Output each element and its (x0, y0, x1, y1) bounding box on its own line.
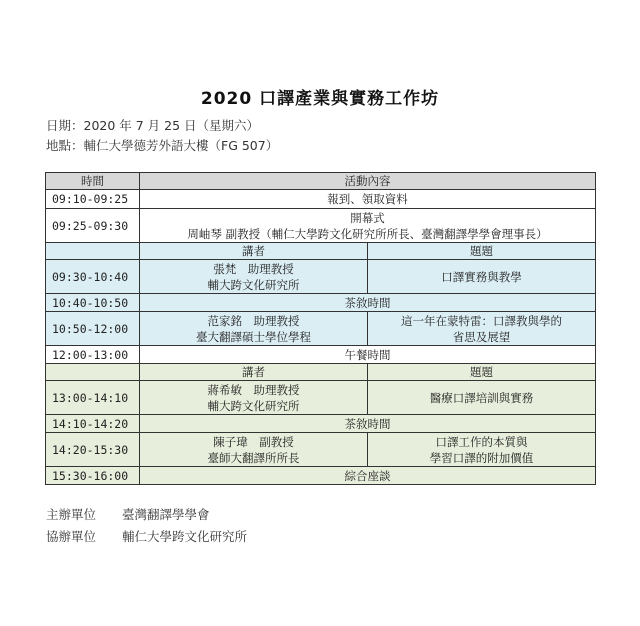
row-activity: 茶敘時間 (140, 294, 596, 312)
table-row (46, 260, 596, 294)
sub-header-row (46, 364, 596, 381)
header-time: 時間 (46, 173, 140, 190)
row-time: 14:10-14:20 (46, 415, 140, 433)
row-time: 13:00-14:10 (46, 381, 140, 415)
topic-line: 這一年在蒙特雷：口譯教與學的 (401, 313, 562, 328)
sub-header-speaker: 講者 (140, 243, 368, 260)
row-time: 12:00-13:00 (46, 346, 140, 364)
table-row (46, 312, 596, 346)
row-topic: 醫療口譯培訓與實務 (368, 381, 596, 415)
topic-line: 學習口譯的附加價值 (429, 450, 534, 465)
topic-line: 口譯工作的本質與 (435, 434, 528, 449)
row-activity: 綜合座談 (140, 467, 596, 485)
row-time: 09:10-09:25 (46, 190, 140, 209)
sub-header-blank (46, 243, 140, 260)
page-title: 2020 口譯產業與實務工作坊 (200, 89, 440, 109)
speaker-affiliation: 輔大跨文化研究所 (207, 277, 300, 292)
row-time: 15:30-16:00 (46, 467, 140, 485)
sub-header-topic: 題題 (368, 364, 596, 381)
co-organizer (46, 527, 247, 545)
row-time: 09:30-10:40 (46, 260, 140, 294)
table-row (46, 381, 596, 415)
speaker-affiliation: 輔大跨文化研究所 (207, 398, 300, 413)
row-activity: 茶敘時間 (140, 415, 596, 433)
host-name: 臺灣翻譯學學會 (122, 507, 210, 522)
row-speaker (140, 433, 368, 467)
row-activity: 午餐時間 (140, 346, 596, 364)
sub-header-topic: 題題 (368, 243, 596, 260)
host-label: 主辦單位 (46, 507, 97, 522)
co-label: 協辦單位 (46, 529, 97, 544)
speaker-name: 蔣希敏 助理教授 (207, 382, 300, 397)
table-header-row (46, 173, 596, 190)
speaker-name: 陳子瑋 副教授 (213, 434, 294, 449)
row-time: 09:25-09:30 (46, 209, 140, 243)
topic-line: 省思及展望 (452, 329, 511, 344)
table-row (46, 190, 596, 209)
row-activity: 報到、領取資料 (140, 190, 596, 209)
co-name: 輔仁大學跨文化研究所 (122, 529, 248, 544)
row-speaker (140, 312, 368, 346)
header-content: 活動內容 (140, 173, 596, 190)
speaker-affiliation: 臺大翻譯碩士學位學程 (196, 329, 311, 344)
speaker-affiliation: 臺師大翻譯所所長 (207, 450, 300, 465)
speaker-name: 張梵 助理教授 (213, 261, 294, 276)
table-row (46, 467, 596, 485)
opening-title: 開幕式 (350, 210, 385, 225)
table-row (46, 415, 596, 433)
speaker-name: 范家銘 助理教授 (207, 313, 300, 328)
table-row (46, 209, 596, 243)
event-location: 地點：輔仁大學德芳外語大樓（FG 507） (46, 138, 279, 153)
table-row (46, 346, 596, 364)
host-organizer (46, 505, 210, 523)
table-row (46, 433, 596, 467)
row-speaker (140, 381, 368, 415)
row-speaker (140, 260, 368, 294)
row-time: 10:40-10:50 (46, 294, 140, 312)
event-date: 日期：2020 年 7 月 25 日（星期六） (46, 118, 260, 133)
row-topic (368, 433, 596, 467)
sub-header-speaker: 講者 (140, 364, 368, 381)
row-topic: 口譯實務與教學 (368, 260, 596, 294)
sub-header-blank (46, 364, 140, 381)
sub-header-row (46, 243, 596, 260)
opening-speaker: 周岫琴 副教授（輔仁大學跨文化研究所所長、臺灣翻譯學學會理事長） (187, 226, 548, 241)
table-row (46, 294, 596, 312)
schedule-table (45, 172, 596, 485)
row-opening (140, 209, 596, 243)
row-topic (368, 312, 596, 346)
row-time: 10:50-12:00 (46, 312, 140, 346)
row-time: 14:20-15:30 (46, 433, 140, 467)
